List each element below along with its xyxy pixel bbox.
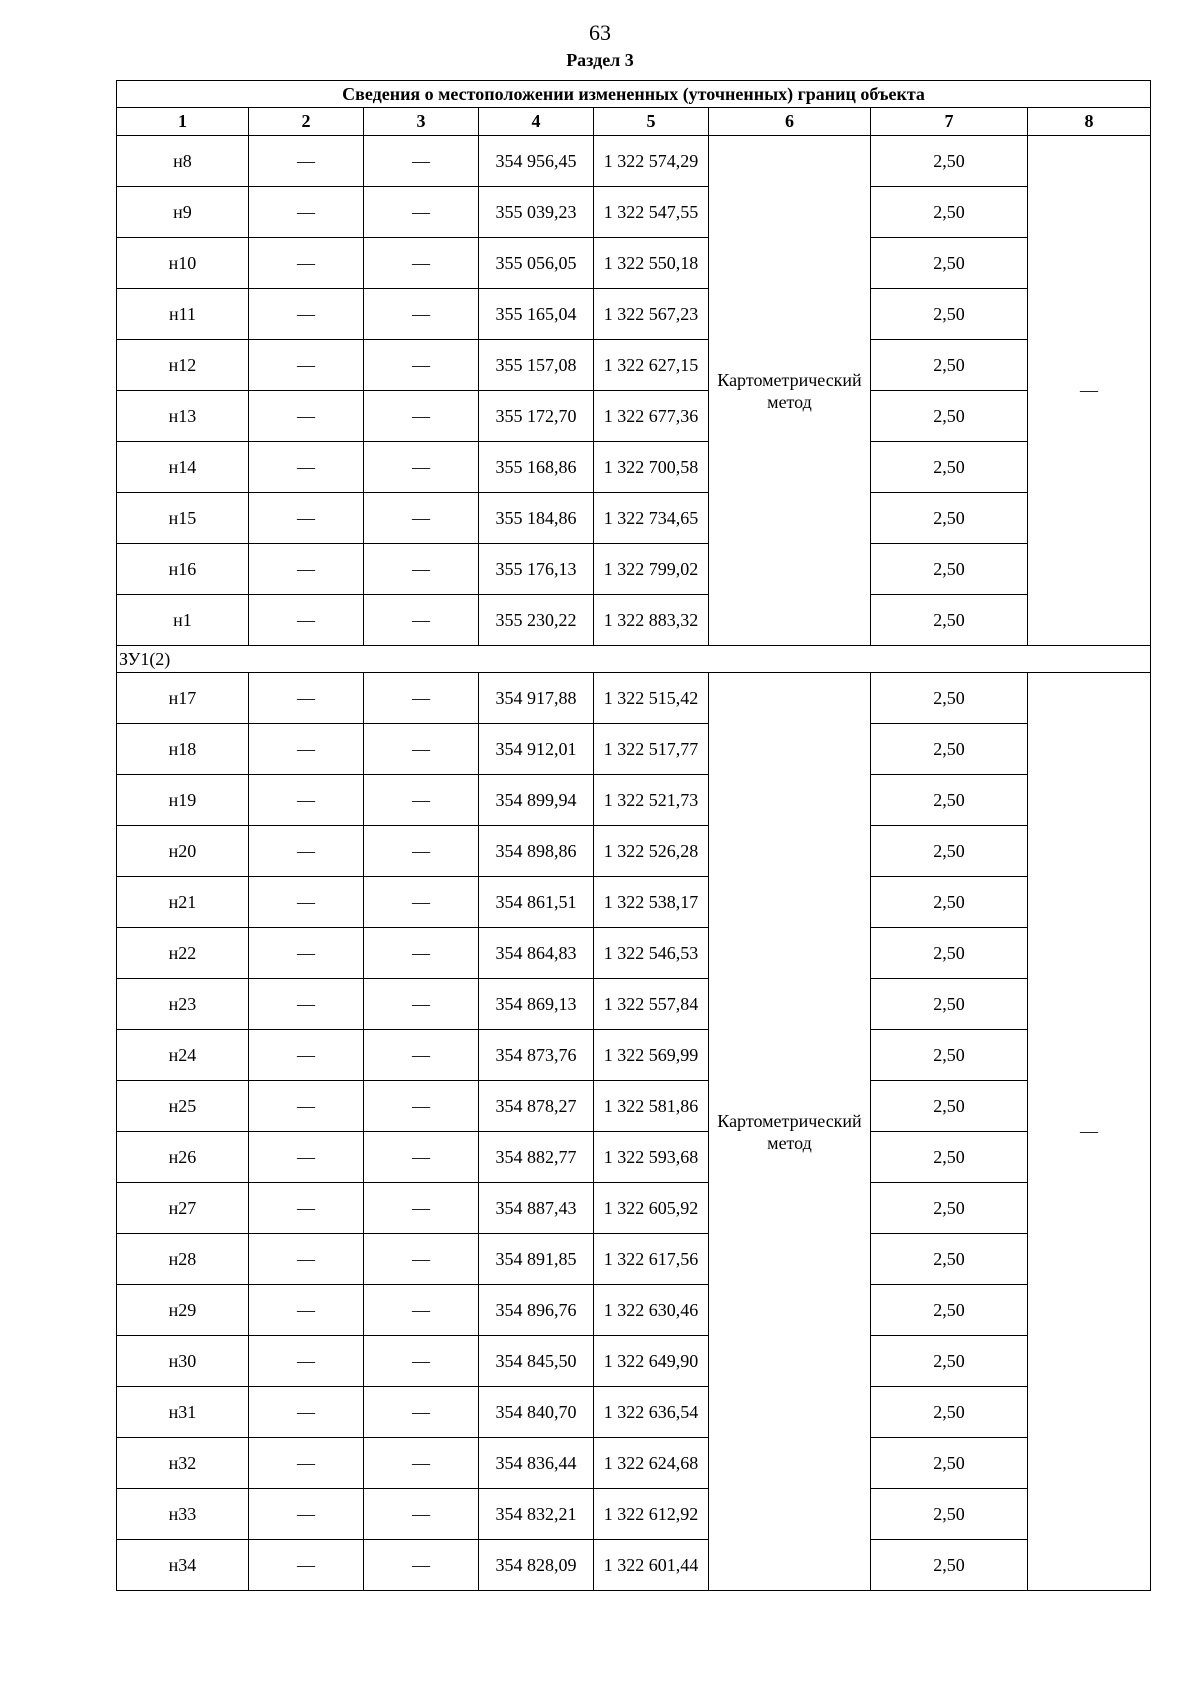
precision-cell: 2,50 [871,289,1028,340]
point-name-cell: н13 [117,391,249,442]
table-body [117,136,1151,1591]
precision-cell: 2,50 [871,187,1028,238]
precision-cell: 2,50 [871,1387,1028,1438]
method-cell [709,136,871,646]
table-row [117,1081,1151,1132]
method-text: Картометрический метод [717,369,862,412]
point-name-cell: н32 [117,1438,249,1489]
column-number: 7 [871,108,1028,136]
column-2-cell: — [249,136,364,187]
page-number: 63 [589,20,611,45]
column-2-cell: — [249,826,364,877]
x-coordinate-cell: 354 956,45 [479,136,594,187]
column-3-cell: — [364,442,479,493]
y-coordinate-cell: 1 322 617,56 [594,1234,709,1285]
column-number: 3 [364,108,479,136]
point-name-cell: н27 [117,1183,249,1234]
column-2-cell: — [249,1336,364,1387]
precision-cell: 2,50 [871,442,1028,493]
point-name-cell: н30 [117,1336,249,1387]
column-3-cell: — [364,595,479,646]
column-2-cell: — [249,1387,364,1438]
table-row [117,1285,1151,1336]
column-3-cell: — [364,877,479,928]
y-coordinate-cell: 1 322 538,17 [594,877,709,928]
y-coordinate-cell: 1 322 649,90 [594,1336,709,1387]
table-row [117,1438,1151,1489]
column-2-cell: — [249,544,364,595]
column-3-cell: — [364,1387,479,1438]
column-3-cell: — [364,775,479,826]
table-row [117,1336,1151,1387]
x-coordinate-cell: 355 165,04 [479,289,594,340]
column-number-row [117,108,1151,136]
column-8-cell: — [1028,136,1151,646]
column-3-cell: — [364,544,479,595]
method-text: Картометрический метод [717,1110,862,1153]
column-3-cell: — [364,928,479,979]
y-coordinate-cell: 1 322 550,18 [594,238,709,289]
y-coordinate-cell: 1 322 567,23 [594,289,709,340]
x-coordinate-cell: 355 230,22 [479,595,594,646]
table-row [117,544,1151,595]
point-name-cell: н1 [117,595,249,646]
column-2-cell: — [249,340,364,391]
y-coordinate-cell: 1 322 593,68 [594,1132,709,1183]
column-2-cell: — [249,1081,364,1132]
column-2-cell: — [249,1234,364,1285]
point-name-cell: н16 [117,544,249,595]
column-2-cell: — [249,724,364,775]
table-row [117,289,1151,340]
x-coordinate-cell: 355 176,13 [479,544,594,595]
table-caption: Сведения о местоположении измененных (уточненных) границ объекта [117,81,1151,108]
x-coordinate-cell: 354 840,70 [479,1387,594,1438]
x-coordinate-cell: 354 882,77 [479,1132,594,1183]
precision-cell: 2,50 [871,238,1028,289]
column-3-cell: — [364,724,479,775]
table-row [117,1234,1151,1285]
y-coordinate-cell: 1 322 700,58 [594,442,709,493]
x-coordinate-cell: 354 899,94 [479,775,594,826]
point-name-cell: н29 [117,1285,249,1336]
y-coordinate-cell: 1 322 515,42 [594,673,709,724]
x-coordinate-cell: 355 056,05 [479,238,594,289]
column-3-cell: — [364,979,479,1030]
column-number: 4 [479,108,594,136]
point-name-cell: н11 [117,289,249,340]
column-3-cell: — [364,391,479,442]
precision-cell: 2,50 [871,1183,1028,1234]
column-2-cell: — [249,493,364,544]
point-name-cell: н31 [117,1387,249,1438]
point-name-cell: н24 [117,1030,249,1081]
column-2-cell: — [249,979,364,1030]
x-coordinate-cell: 355 157,08 [479,340,594,391]
x-coordinate-cell: 354 845,50 [479,1336,594,1387]
table-row [117,391,1151,442]
x-coordinate-cell: 354 878,27 [479,1081,594,1132]
table-row [117,1183,1151,1234]
column-2-cell: — [249,238,364,289]
column-3-cell: — [364,493,479,544]
table-row [117,877,1151,928]
coordinates-table [116,80,1151,1591]
method-cell [709,673,871,1591]
group-row [117,646,1151,673]
table-row [117,340,1151,391]
y-coordinate-cell: 1 322 569,99 [594,1030,709,1081]
x-coordinate-cell: 354 861,51 [479,877,594,928]
column-2-cell: — [249,1438,364,1489]
column-3-cell: — [364,238,479,289]
point-name-cell: н8 [117,136,249,187]
column-2-cell: — [249,1540,364,1591]
column-3-cell: — [364,1030,479,1081]
point-name-cell: н23 [117,979,249,1030]
precision-cell: 2,50 [871,1030,1028,1081]
table-row [117,442,1151,493]
x-coordinate-cell: 354 917,88 [479,673,594,724]
column-number: 8 [1028,108,1151,136]
column-2-cell: — [249,1132,364,1183]
precision-cell: 2,50 [871,391,1028,442]
point-name-cell: н21 [117,877,249,928]
table-row [117,673,1151,724]
y-coordinate-cell: 1 322 517,77 [594,724,709,775]
point-name-cell: н22 [117,928,249,979]
point-name-cell: н12 [117,340,249,391]
column-2-cell: — [249,391,364,442]
x-coordinate-cell: 354 898,86 [479,826,594,877]
column-3-cell: — [364,1081,479,1132]
precision-cell: 2,50 [871,1489,1028,1540]
table-row [117,136,1151,187]
column-8-cell: — [1028,673,1151,1591]
precision-cell: 2,50 [871,1132,1028,1183]
precision-cell: 2,50 [871,1081,1028,1132]
y-coordinate-cell: 1 322 734,65 [594,493,709,544]
table-row [117,979,1151,1030]
x-coordinate-cell: 354 864,83 [479,928,594,979]
column-2-cell: — [249,1489,364,1540]
y-coordinate-cell: 1 322 557,84 [594,979,709,1030]
y-coordinate-cell: 1 322 574,29 [594,136,709,187]
x-coordinate-cell: 354 887,43 [479,1183,594,1234]
y-coordinate-cell: 1 322 546,53 [594,928,709,979]
y-coordinate-cell: 1 322 605,92 [594,1183,709,1234]
x-coordinate-cell: 354 873,76 [479,1030,594,1081]
point-name-cell: н33 [117,1489,249,1540]
point-name-cell: н10 [117,238,249,289]
point-name-cell: н26 [117,1132,249,1183]
point-name-cell: н17 [117,673,249,724]
y-coordinate-cell: 1 322 627,15 [594,340,709,391]
table-row [117,1387,1151,1438]
y-coordinate-cell: 1 322 624,68 [594,1438,709,1489]
point-name-cell: н15 [117,493,249,544]
table-row [117,187,1151,238]
column-2-cell: — [249,1285,364,1336]
y-coordinate-cell: 1 322 547,55 [594,187,709,238]
column-2-cell: — [249,673,364,724]
precision-cell: 2,50 [871,1285,1028,1336]
point-name-cell: н25 [117,1081,249,1132]
column-3-cell: — [364,1540,479,1591]
column-3-cell: — [364,187,479,238]
point-name-cell: н9 [117,187,249,238]
column-2-cell: — [249,928,364,979]
table-row [117,1489,1151,1540]
column-2-cell: — [249,877,364,928]
column-3-cell: — [364,289,479,340]
column-2-cell: — [249,1030,364,1081]
y-coordinate-cell: 1 322 883,32 [594,595,709,646]
precision-cell: 2,50 [871,928,1028,979]
table-row [117,826,1151,877]
column-number: 6 [709,108,871,136]
y-coordinate-cell: 1 322 630,46 [594,1285,709,1336]
x-coordinate-cell: 354 828,09 [479,1540,594,1591]
table-row [117,724,1151,775]
column-number: 5 [594,108,709,136]
y-coordinate-cell: 1 322 677,36 [594,391,709,442]
precision-cell: 2,50 [871,340,1028,391]
precision-cell: 2,50 [871,1438,1028,1489]
y-coordinate-cell: 1 322 799,02 [594,544,709,595]
column-2-cell: — [249,442,364,493]
column-3-cell: — [364,1234,479,1285]
x-coordinate-cell: 355 168,86 [479,442,594,493]
column-3-cell: — [364,1132,479,1183]
precision-cell: 2,50 [871,673,1028,724]
x-coordinate-cell: 354 896,76 [479,1285,594,1336]
precision-cell: 2,50 [871,1336,1028,1387]
column-2-cell: — [249,775,364,826]
point-name-cell: н14 [117,442,249,493]
precision-cell: 2,50 [871,136,1028,187]
precision-cell: 2,50 [871,1234,1028,1285]
column-3-cell: — [364,1489,479,1540]
precision-cell: 2,50 [871,877,1028,928]
table-row [117,775,1151,826]
column-3-cell: — [364,1285,479,1336]
column-2-cell: — [249,187,364,238]
column-number: 1 [117,108,249,136]
table-row [117,1540,1151,1591]
column-2-cell: — [249,595,364,646]
y-coordinate-cell: 1 322 636,54 [594,1387,709,1438]
precision-cell: 2,50 [871,979,1028,1030]
table-row [117,1030,1151,1081]
precision-cell: 2,50 [871,775,1028,826]
precision-cell: 2,50 [871,826,1028,877]
column-3-cell: — [364,340,479,391]
y-coordinate-cell: 1 322 612,92 [594,1489,709,1540]
column-2-cell: — [249,289,364,340]
column-3-cell: — [364,1183,479,1234]
x-coordinate-cell: 355 184,86 [479,493,594,544]
point-name-cell: н34 [117,1540,249,1591]
x-coordinate-cell: 355 172,70 [479,391,594,442]
point-name-cell: н18 [117,724,249,775]
y-coordinate-cell: 1 322 521,73 [594,775,709,826]
x-coordinate-cell: 354 912,01 [479,724,594,775]
table-row [117,595,1151,646]
y-coordinate-cell: 1 322 526,28 [594,826,709,877]
y-coordinate-cell: 1 322 601,44 [594,1540,709,1591]
y-coordinate-cell: 1 322 581,86 [594,1081,709,1132]
x-coordinate-cell: 354 869,13 [479,979,594,1030]
column-3-cell: — [364,673,479,724]
table-row [117,928,1151,979]
x-coordinate-cell: 355 039,23 [479,187,594,238]
point-name-cell: н28 [117,1234,249,1285]
column-3-cell: — [364,826,479,877]
precision-cell: 2,50 [871,544,1028,595]
precision-cell: 2,50 [871,493,1028,544]
column-number: 2 [249,108,364,136]
column-3-cell: — [364,136,479,187]
table-row [117,493,1151,544]
precision-cell: 2,50 [871,1540,1028,1591]
table-row [117,238,1151,289]
precision-cell: 2,50 [871,595,1028,646]
x-coordinate-cell: 354 891,85 [479,1234,594,1285]
section-title: Раздел 3 [566,50,634,70]
point-name-cell: н19 [117,775,249,826]
x-coordinate-cell: 354 832,21 [479,1489,594,1540]
point-name-cell: н20 [117,826,249,877]
table-row [117,1132,1151,1183]
column-3-cell: — [364,1336,479,1387]
precision-cell: 2,50 [871,724,1028,775]
group-label: ЗУ1(2) [117,646,1151,673]
column-3-cell: — [364,1438,479,1489]
x-coordinate-cell: 354 836,44 [479,1438,594,1489]
column-2-cell: — [249,1183,364,1234]
